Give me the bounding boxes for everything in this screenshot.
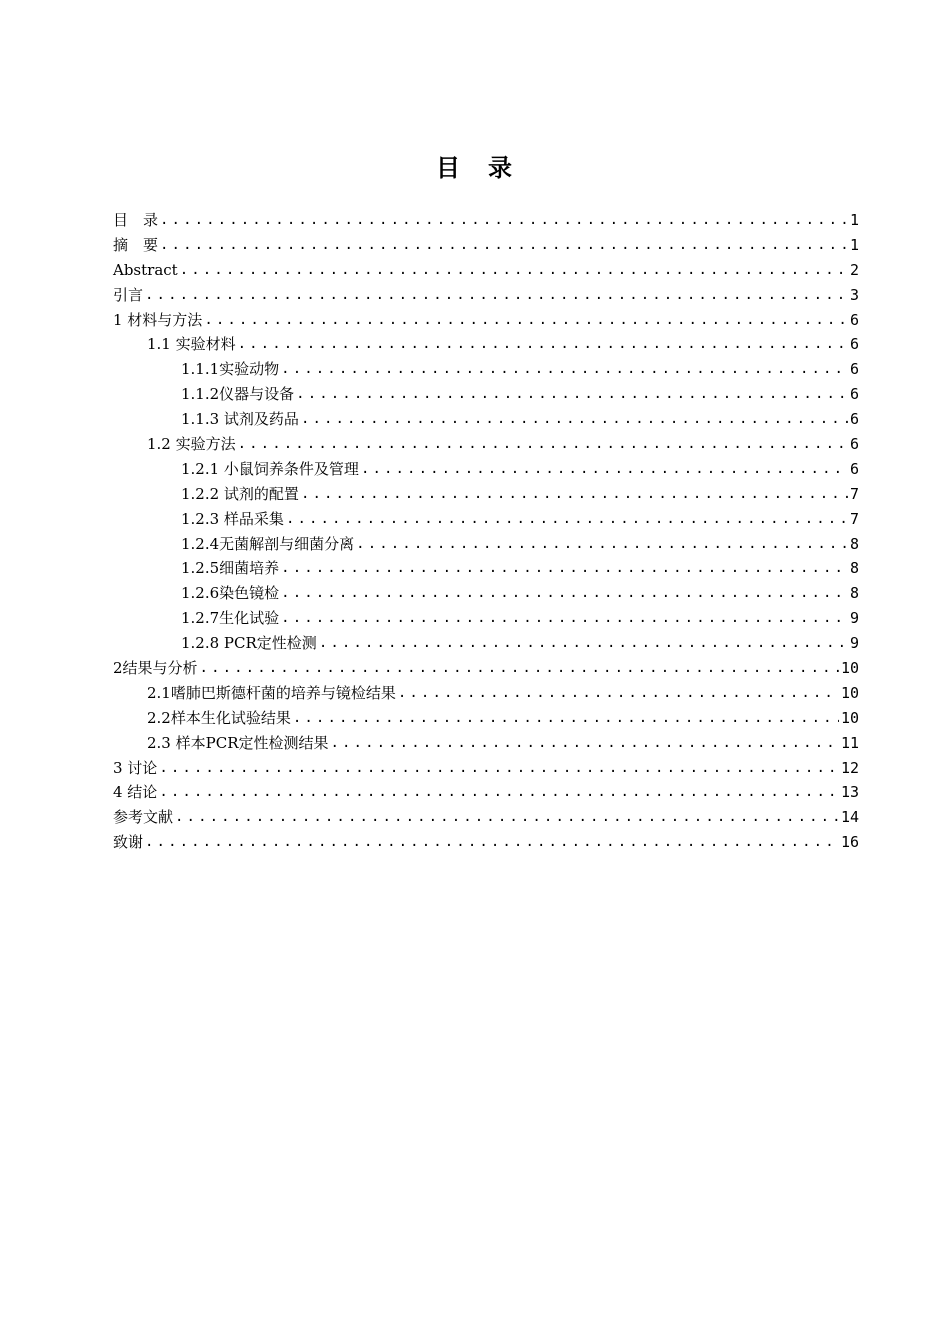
toc-entry-page-number: 1 <box>849 211 859 229</box>
toc-dot-leader <box>180 258 848 283</box>
toc-dot-leader <box>200 656 839 681</box>
toc-entry[interactable] <box>113 233 859 258</box>
toc-dot-leader <box>238 432 848 457</box>
toc-dot-leader <box>281 357 848 382</box>
toc-entry[interactable] <box>113 556 859 581</box>
toc-entry-page-number: 12 <box>840 758 859 777</box>
toc-entry[interactable] <box>113 482 859 507</box>
toc-entry[interactable] <box>113 805 859 830</box>
toc-entry[interactable] <box>113 283 859 308</box>
toc-entry-page-number: 7 <box>849 484 859 503</box>
table-of-contents <box>113 208 859 855</box>
toc-entry-page-number: 6 <box>849 459 859 478</box>
toc-entry-label: 1.2.5细菌培养 <box>181 559 280 578</box>
toc-entry[interactable] <box>113 357 859 382</box>
toc-dot-leader <box>145 830 839 855</box>
toc-entry-page-number: 10 <box>840 659 859 678</box>
toc-entry[interactable] <box>113 258 859 283</box>
toc-dot-leader <box>301 482 848 507</box>
toc-dot-leader <box>238 332 848 357</box>
toc-entry-label: 1.2.8 PCR定性检测 <box>181 634 317 653</box>
toc-entry-label: 引言 <box>113 285 144 304</box>
toc-entry-page-number: 8 <box>849 584 859 603</box>
toc-entry-label: 摘 要 <box>113 235 159 254</box>
toc-dot-leader <box>204 308 848 333</box>
toc-entry-label: 4 结论 <box>113 783 158 802</box>
toc-entry-page-number: 10 <box>840 683 859 702</box>
toc-entry-label: 1.1.2仪器与设备 <box>181 385 295 404</box>
toc-entry-label: 1.2 实验方法 <box>147 435 236 454</box>
toc-entry-page-number: 7 <box>849 509 859 528</box>
toc-entry-label: 目 录 <box>113 211 159 229</box>
toc-dot-leader <box>319 631 848 656</box>
toc-dot-leader <box>145 283 848 308</box>
toc-entry[interactable] <box>113 407 859 432</box>
toc-entry-label: 2.3 样本PCR定性检测结果 <box>147 733 329 752</box>
toc-entry[interactable] <box>113 308 859 333</box>
toc-entry[interactable] <box>113 532 859 557</box>
toc-dot-leader <box>301 407 848 432</box>
toc-entry[interactable] <box>113 830 859 855</box>
toc-entry[interactable] <box>113 432 859 457</box>
toc-entry-page-number: 6 <box>849 310 859 329</box>
toc-dot-leader <box>356 532 848 557</box>
toc-entry-page-number: 6 <box>849 435 859 454</box>
toc-entry-label: 2.1嗜肺巴斯德杆菌的培养与镜检结果 <box>147 683 396 702</box>
page-title: 目 录 <box>436 154 514 182</box>
toc-entry-page-number: 1 <box>849 235 859 254</box>
toc-entry-page-number: 9 <box>849 609 859 628</box>
toc-entry-label: 1.2.6染色镜检 <box>181 584 280 603</box>
toc-entry[interactable] <box>113 606 859 631</box>
toc-dot-leader <box>160 208 848 233</box>
toc-entry-label: 2结果与分析 <box>113 659 198 678</box>
toc-entry-label: 3 讨论 <box>113 758 158 777</box>
toc-entry-page-number: 6 <box>849 360 859 379</box>
toc-entry-page-number: 11 <box>840 733 859 752</box>
toc-dot-leader <box>331 731 839 756</box>
toc-entry[interactable] <box>113 382 859 407</box>
toc-entry[interactable] <box>113 332 859 357</box>
toc-dot-leader <box>293 706 839 731</box>
toc-entry-page-number: 6 <box>849 410 859 429</box>
toc-dot-leader <box>281 556 848 581</box>
toc-entry-label: 1.2.2 试剂的配置 <box>181 484 299 503</box>
toc-entry-label: 致谢 <box>113 833 144 852</box>
toc-entry-page-number: 10 <box>840 708 859 727</box>
toc-entry-page-number: 3 <box>849 285 859 304</box>
toc-entry-label: 1.1.1实验动物 <box>181 360 280 379</box>
toc-entry-page-number: 13 <box>840 783 859 802</box>
toc-dot-leader <box>159 756 839 781</box>
toc-dot-leader <box>398 681 839 706</box>
toc-entry-label: Abstract <box>113 260 178 279</box>
toc-entry-label: 2.2样本生化试验结果 <box>147 708 291 727</box>
toc-entry[interactable] <box>113 756 859 781</box>
toc-entry[interactable] <box>113 681 859 706</box>
toc-entry[interactable] <box>113 631 859 656</box>
toc-entry[interactable] <box>113 780 859 805</box>
toc-entry-label: 1.2.7生化试验 <box>181 609 280 628</box>
toc-entry-label: 1 材料与方法 <box>113 310 203 329</box>
toc-entry-label: 1.1.3 试剂及药品 <box>181 410 299 429</box>
toc-dot-leader <box>281 606 848 631</box>
toc-entry-page-number: 2 <box>849 260 859 279</box>
toc-entry-page-number: 9 <box>849 634 859 653</box>
toc-entry-page-number: 8 <box>849 559 859 578</box>
toc-dot-leader <box>286 507 848 532</box>
toc-entry[interactable] <box>113 656 859 681</box>
toc-entry-label: 参考文献 <box>113 808 174 827</box>
toc-entry-page-number: 8 <box>849 534 859 553</box>
toc-entry-label: 1.2.1 小鼠饲养条件及管理 <box>181 459 359 478</box>
toc-entry[interactable] <box>113 457 859 482</box>
toc-entry-page-number: 6 <box>849 335 859 354</box>
toc-entry[interactable] <box>113 706 859 731</box>
toc-entry-label: 1.1 实验材料 <box>147 335 236 354</box>
toc-entry[interactable] <box>113 208 859 233</box>
toc-dot-leader <box>281 581 848 606</box>
toc-entry-label: 1.2.4无菌解剖与细菌分离 <box>181 534 355 553</box>
toc-dot-leader <box>296 382 848 407</box>
toc-entry-page-number: 14 <box>840 808 859 827</box>
toc-entry-page-number: 16 <box>840 833 859 852</box>
toc-entry-page-number: 6 <box>849 385 859 404</box>
toc-dot-leader <box>160 233 848 258</box>
toc-entry[interactable] <box>113 507 859 532</box>
toc-dot-leader <box>159 780 839 805</box>
toc-dot-leader <box>175 805 839 830</box>
toc-entry[interactable] <box>113 731 859 756</box>
toc-dot-leader <box>361 457 848 482</box>
toc-entry[interactable] <box>113 581 859 606</box>
toc-entry-label: 1.2.3 样品采集 <box>181 509 284 528</box>
